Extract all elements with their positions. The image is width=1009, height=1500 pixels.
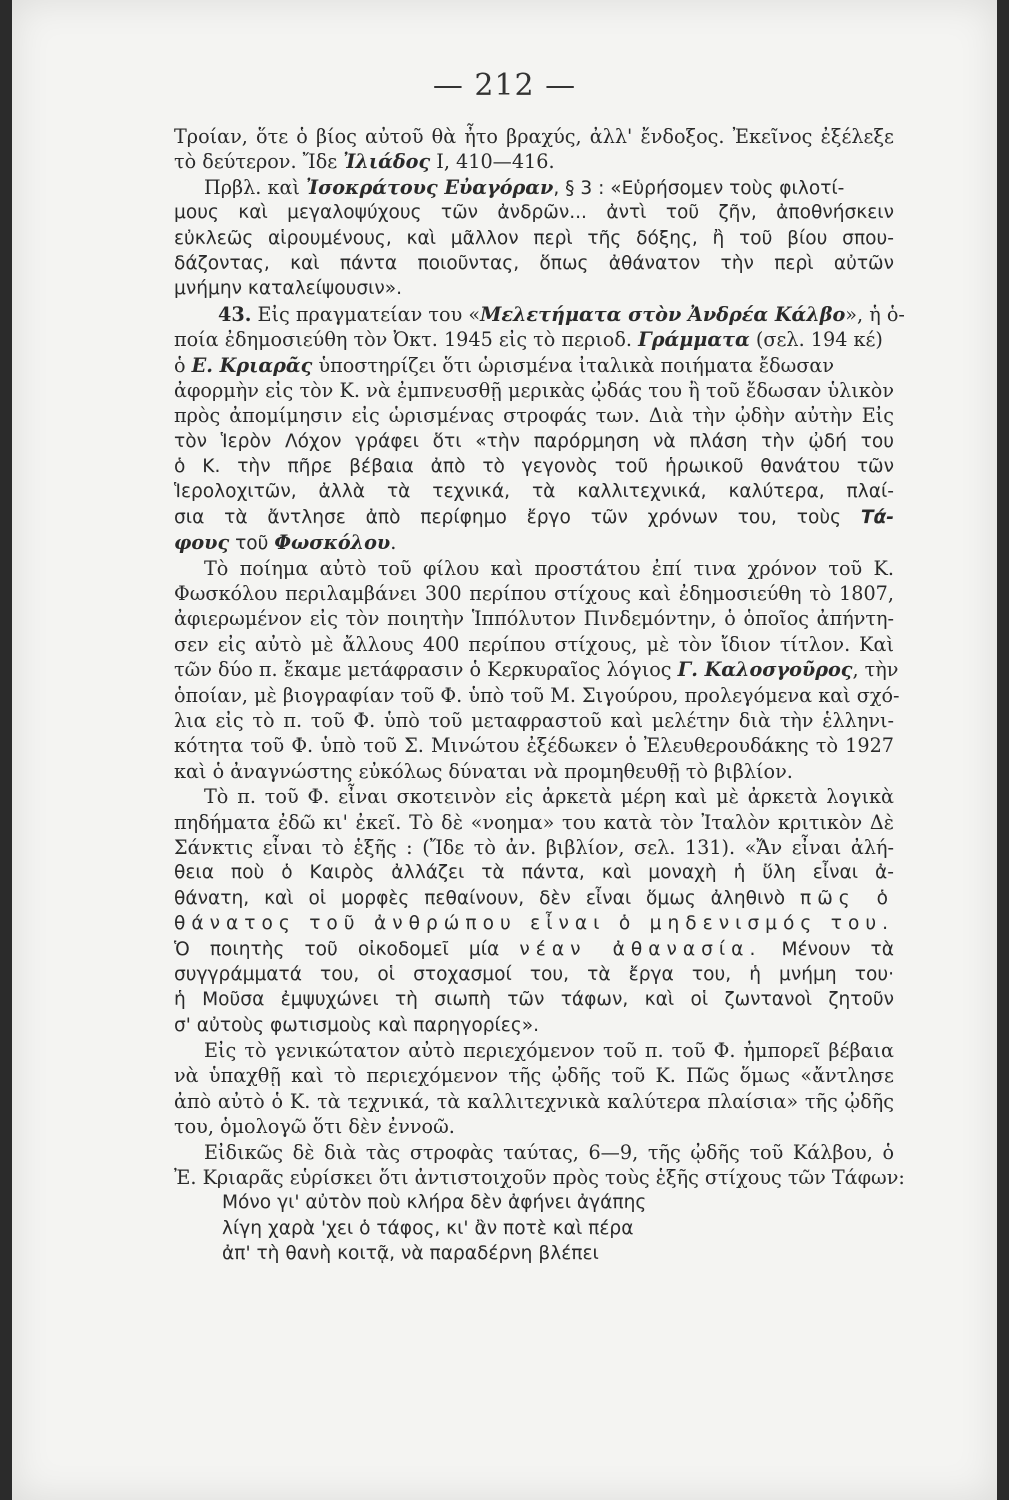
text-line: Ἐ. Κριαρᾶς εὑρίσκει ὅτι ἀντιστοιχοῦν πρὸς τοὺς ἑξῆς στίχους τῶν Τάφων:: [174, 1166, 905, 1190]
text-line: σ' αὐτοὺς φωτισμοὺς καὶ παρηγορίες».: [174, 1014, 540, 1036]
verse-line: Μόνο γι' αὐτὸν ποὺ κλήρα δὲν ἀφήνει ἀγάπης: [222, 1192, 647, 1214]
text-line: Τροίαν, ὅτε ὁ βίος αὐτοῦ θὰ ἦτο βραχύς, ἀλλ' ἔνδοξος. Ἐκεῖνος ἐξέλεξε: [174, 125, 894, 148]
text-line: ἀφορμὴν εἰς τὸν Κ. νὰ ἐμπνευσθῇ μερικὰς ᾠδάς του ἢ τοῦ ἔδωσαν ὑλικὸν: [174, 378, 894, 402]
text-line: ποία ἐδημοσιεύθη τὸν Ὀκτ. 1945 εἰς τὸ περιοδ. Γράμματα (σελ. 194 κέ): [174, 328, 883, 352]
text-line: ἡ Μοῦσα ἐμψυχώνει τὴ σιωπὴ τῶν τάφων, καὶ οἱ ζωντανοὶ ζητοῦν: [174, 989, 894, 1011]
text-line: Τὸ ποίημα αὐτὸ τοῦ φίλου καὶ προστάτου ἐπί τινα χρόνον τοῦ Κ.: [204, 556, 894, 580]
text-line: πρὸς ἀπομίμησιν εἰς ὡρισμένας στροφάς των. Διὰ τὴν ᾠδὴν αὐτὴν Εἰς: [174, 404, 894, 428]
text-line: ὁ Κ. τὴν πῆρε βέβαια ἀπὸ τὸ γεγονὸς τοῦ ἡρωικοῦ θανάτου τῶν: [174, 456, 894, 478]
page-number: — 212 —: [432, 68, 577, 103]
text-line: Ὁ ποιητὴς τοῦ οἰκοδομεῖ μία νέαν ἀθανασία. Μένουν τὰ: [174, 938, 894, 960]
text-line: εὐκλεῶς αἱρουμένους, καὶ μᾶλλον περὶ τῆς δόξης, ἢ τοῦ βίου σπου-: [174, 227, 894, 249]
text-line: σεν εἰς αὐτὸ μὲ ἄλλους 400 περίπου στίχους, μὲ τὸν ἴδιον τίτλον. Καὶ: [174, 632, 894, 656]
text-line: σια τὰ ἄντλησε ἀπὸ περίφημο ἔργο τῶν χρόνων του, τοὺς Τά-: [174, 506, 894, 528]
text-line: Εἰδικῶς δὲ διὰ τὰς στροφὰς ταύτας, 6—9, τῆς ᾠδῆς τοῦ Κάλβου, ὁ: [204, 1140, 894, 1164]
text-line: καὶ ὁ ἀναγνώστης εὐκόλως δύναται νὰ προμηθευθῇ τὸ βιβλίον.: [174, 759, 793, 783]
text-line: του, ὁμολογῶ ὅτι δὲν ἐννοῶ.: [174, 1115, 455, 1139]
text-line: τὸν Ἱερὸν Λόχον γράφει ὅτι «τὴν παρόρμηση νὰ πλάση τὴν ᾠδή του: [174, 430, 894, 452]
text-line: τὸ δεύτερον. Ἴδε Ἰλιάδος Ι, 410—416.: [174, 150, 555, 174]
text-line: ἀπὸ αὐτὸ ὁ Κ. τὰ τεχνικά, τὰ καλλιτεχνικὰ καλύτερα πλαίσια» τῆς ᾠδῆς: [174, 1089, 894, 1113]
text-line: ἀφιερωμένον εἰς τὸν ποιητὴν Ἱππόλυτον Πινδεμόντην, ὁ ὁποῖος ἀπήντη-: [174, 607, 894, 631]
text-line: ὁ Ε. Κριαρᾶς ὑποστηρίζει ὅτι ὡρισμένα ἰταλικὰ ποιήματα ἔδωσαν: [174, 353, 835, 377]
text-line: πηδήματα ἐδῶ κι' ἐκεῖ. Τὸ δὲ «νοημα» του κατὰ τὸν Ἰταλὸν κριτικὸν Δὲ: [174, 810, 894, 834]
text-line: κότητα τοῦ Φ. ὑπὸ τοῦ Σ. Μινώτου ἐξέδωκεν ὁ Ἐλευθερουδάκης τὸ 1927: [174, 734, 894, 758]
text-line: Σάνκτις εἶναι τὸ ἑξῆς : (Ἴδε τὸ ἀν. βιβλίον, σελ. 131). «Ἄν εἶναι ἀλή-: [174, 835, 894, 859]
note-43-line: 43. Εἰς πραγματείαν του «Μελετήματα στὸν Ἀνδρέα Κάλβο», ἡ ὁ-: [218, 302, 905, 326]
text-line: Φωσκόλου περιλαμβάνει 300 περίπου στίχους καὶ ἐδημοσιεύθη τὸ 1807,: [174, 582, 894, 606]
text-line: λια εἰς τὸ π. τοῦ Φ. ὑπὸ τοῦ μεταφραστοῦ καὶ μελέτην διὰ τὴν ἑλληνι-: [174, 708, 894, 732]
text-line: φους τοῦ Φωσκόλου.: [174, 531, 397, 555]
verse-line: λίγη χαρὰ 'χει ὁ τάφος, κι' ἂν ποτὲ καὶ πέρα: [222, 1217, 634, 1239]
text-line: Εἰς τὸ γενικώτατον αὐτὸ περιεχόμενον τοῦ π. τοῦ Φ. ἠμπορεῖ βέβαια: [204, 1039, 894, 1063]
text-line: τῶν δύο π. ἔκαμε μετάφρασιν ὁ Κερκυραῖος λόγιος Γ. Καλοσγοῦρος, τὴν: [174, 658, 899, 682]
text-line: συγγράμματά του, οἱ στοχασμοί του, τὰ ἔργα του, ἡ μνήμη του·: [174, 963, 894, 985]
text-line: μνήμην καταλείψουσιν».: [174, 278, 403, 300]
text-line: θάνατος τοῦ ἀνθρώπου εἶναι ὁ μηδενισμός του.: [174, 913, 894, 935]
text-line: Τὸ π. τοῦ Φ. εἶναι σκοτεινὸν εἰς ἀρκετὰ μέρη καὶ μὲ ἀρκετὰ λογικὰ: [204, 785, 894, 809]
text-line: θάνατη, καὶ οἱ μορφὲς πεθαίνουν, δὲν εἶναι ὅμως ἀληθινὸ πῶς ὁ: [174, 887, 894, 909]
body-text: [174, 124, 905, 1267]
text-line: μους καὶ μεγαλοψύχους τῶν ἀνδρῶν... ἀντὶ τοῦ ζῆν, ἀποθνήσκειν: [174, 202, 894, 224]
text-line: θεια ποὺ ὁ Καιρὸς ἀλλάζει τὰ πάντα, καὶ μοναχὴ ἡ ὕλη εἶναι ἀ-: [174, 862, 894, 884]
text-line: δάζοντας, καὶ πάντα ποιοῦντας, ὅπως ἀθάνατον τὴν περὶ αὐτῶν: [174, 252, 894, 274]
verse-line: ἀπ' τὴ θανὴ κοιτᾷ, νὰ παραδέρνη βλέπει: [222, 1243, 599, 1265]
text-line: νὰ ὑπαχθῇ καὶ τὸ περιεχόμενον τῆς ᾠδῆς τοῦ Κ. Πῶς ὅμως «ἄντλησε: [174, 1064, 894, 1088]
text-line: ὁποίαν, μὲ βιογραφίαν τοῦ Φ. ὑπὸ τοῦ Μ. Σιγούρου, προλεγόμενα καὶ σχό-: [174, 683, 900, 707]
text-line: Ἱερολοχιτῶν, ἀλλὰ τὰ τεχνικά, τὰ καλλιτεχνικά, καλύτερα, πλαί-: [174, 481, 894, 503]
text-line: Πρβλ. καὶ Ἰσοκράτους Εὐαγόραν, § 3 : «Εὑρήσομεν τοὺς φιλοτί-: [204, 175, 845, 199]
